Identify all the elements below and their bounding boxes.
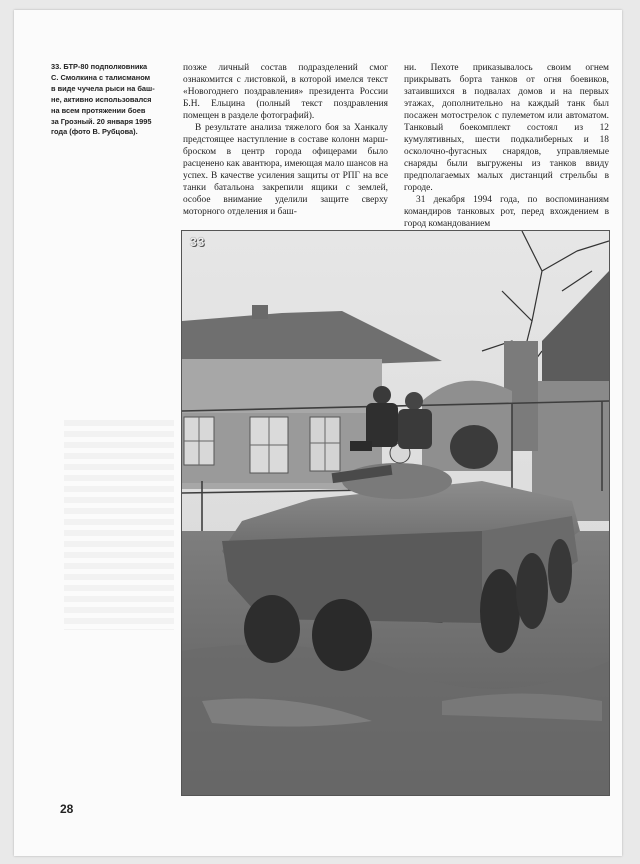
- caption-line: на всем протяжении боев: [51, 105, 146, 115]
- photo-btr80: [181, 230, 610, 796]
- faded-text-block: [64, 420, 174, 630]
- paragraph: В результате анализа тяжелого боя за Ханкалу предстоящее наступление в составе колонн марш-броском в центр города офицерами было расценено как авантюра, имеющая мало шансов на успех. В качестве усиления защиты от РПГ на все танки батальона закрепили ящики с землей, особое внимание уделили защите сверху моторного отделения и баш-: [183, 123, 388, 217]
- paragraph: позже личный состав подразделений смог ознакомится с листовкой, в которой имелся текст «Новогоднего поздравления» президента России Б.Н. Ельцина (полный текст поздравления помещен в разделе фотографий).: [183, 63, 388, 121]
- chimney: [252, 305, 268, 319]
- text-column-left: [183, 62, 388, 218]
- caption-line: 33. БТР-80 подполковника: [51, 62, 148, 71]
- caption-line: года (фото В. Рубцова).: [51, 127, 138, 137]
- paragraph: 31 декабря 1994 года, по воспоминаниям командиров танковых рот, перед вхождением в город командованием: [404, 195, 609, 229]
- caption-line: С. Смолкина с талисманом: [51, 72, 151, 82]
- photo-number: 33: [190, 235, 206, 249]
- text-column-right: [404, 62, 609, 230]
- caption-line: не, активно использовался: [51, 94, 152, 104]
- caption-line: в виде чучела рыси на баш-: [51, 83, 155, 93]
- house-windows: [184, 417, 340, 473]
- photo-illustration: [182, 231, 609, 795]
- paragraph: ни. Пехоте приказывалось своим огнем прикрывать борта танков от огня боевиков, затаившихся в подвалах домов и на первых этажах, дополнительно на каждый танк был посажен мотострелок с пулеметом или автоматом. Танковый боекомплект состоял из 12 кумулятивных, шести подкалиберных и 18 осколочно-фугасных снарядов, управляемые снаряды были выгружены из танков ввиду предполагаемых малых дистанций стрельбы в городе.: [404, 63, 609, 193]
- page-number: 28: [60, 802, 74, 816]
- caption-line: за Грозный. 20 января 1995: [51, 116, 152, 126]
- photo-caption: [51, 62, 173, 138]
